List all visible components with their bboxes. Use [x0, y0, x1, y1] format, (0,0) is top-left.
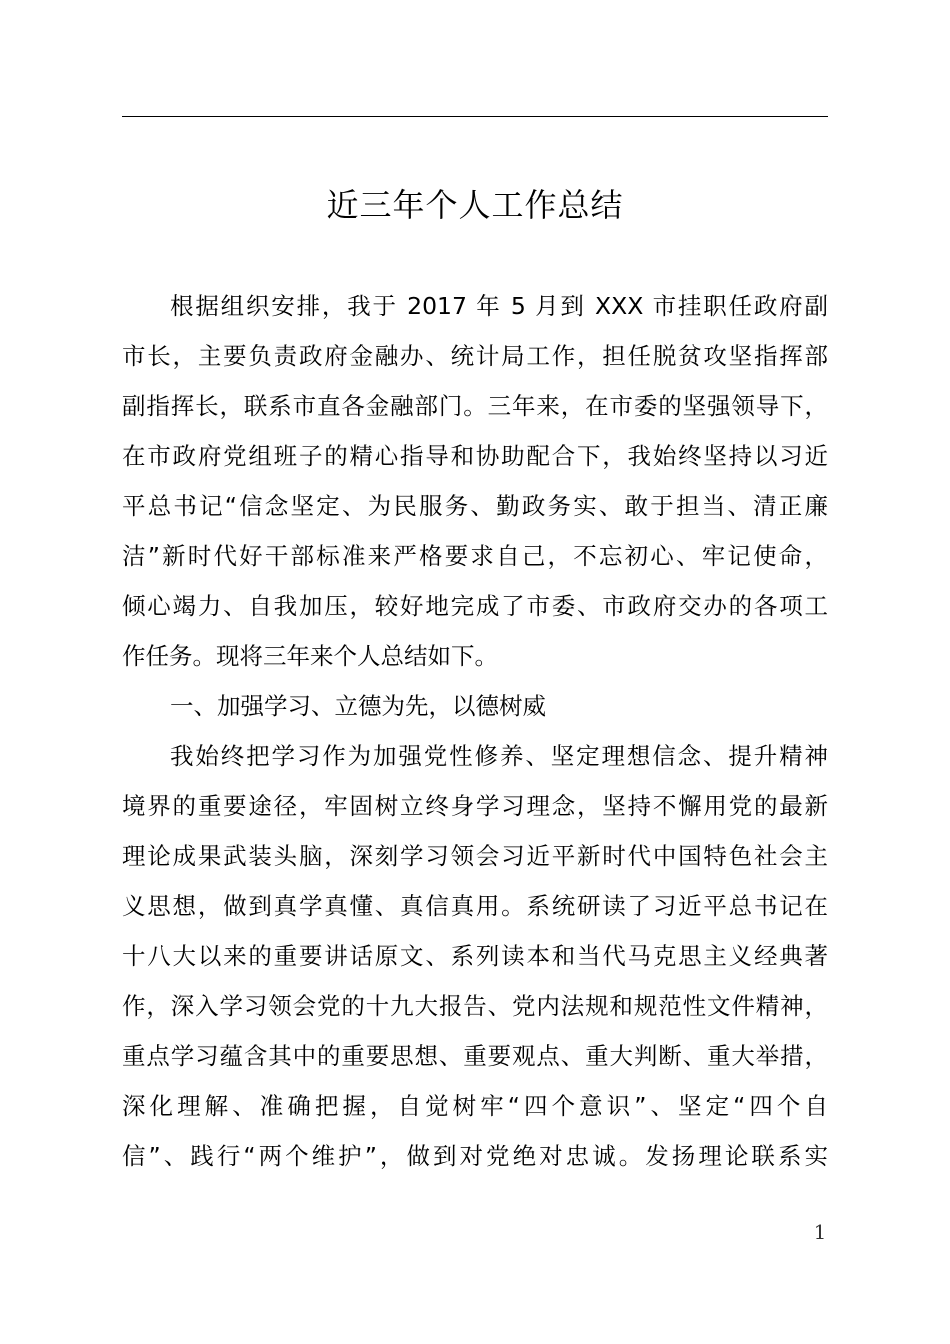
- body-line: 我始终把学习作为加强党性修养、坚定理想信念、提升精神: [170, 742, 828, 770]
- body-line: 义思想，做到真学真懂、真信真用。系统研读了习近平总书记在: [122, 892, 828, 920]
- body-line: 根据组织安排，我于 2017 年 5 月到 XXX 市挂职任政府副: [170, 292, 828, 320]
- body-line: 洁”新时代好干部标准来严格要求自己，不忘初心、牢记使命，: [122, 542, 828, 570]
- body-line: 理论成果武装头脑，深刻学习领会习近平新时代中国特色社会主: [122, 842, 828, 870]
- body-line: 作，深入学习领会党的十九大报告、党内法规和规范性文件精神，: [122, 992, 828, 1020]
- body-line: 在市政府党组班子的精心指导和协助配合下，我始终坚持以习近: [122, 442, 828, 470]
- body-line: 作任务。现将三年来个人总结如下。: [122, 642, 498, 670]
- body-line: 重点学习蕴含其中的重要思想、重要观点、重大判断、重大举措，: [122, 1042, 828, 1070]
- page-number: 1: [813, 1220, 827, 1244]
- body-line: 副指挥长，联系市直各金融部门。三年来，在市委的坚强领导下，: [122, 392, 828, 420]
- body-line: 十八大以来的重要讲话原文、系列读本和当代马克思主义经典著: [122, 942, 828, 970]
- section-heading: 一、加强学习、立德为先，以德树威: [170, 692, 546, 720]
- body-line: 平总书记“信念坚定、为民服务、勤政务实、敢于担当、清正廉: [122, 492, 828, 520]
- header-rule: [122, 116, 828, 117]
- document-body: [122, 281, 828, 1181]
- body-line: 境界的重要途径，牢固树立终身学习理念，坚持不懈用党的最新: [122, 792, 828, 820]
- document-title: 近三年个人工作总结: [326, 186, 624, 224]
- body-line: 市长，主要负责政府金融办、统计局工作，担任脱贫攻坚指挥部: [122, 342, 828, 370]
- body-line: 深化理解、准确把握，自觉树牢“四个意识”、坚定“四个自: [122, 1092, 828, 1120]
- body-line: 倾心竭力、自我加压，较好地完成了市委、市政府交办的各项工: [122, 592, 828, 620]
- body-line: 信”、践行“两个维护”，做到对党绝对忠诚。发扬理论联系实: [122, 1142, 828, 1170]
